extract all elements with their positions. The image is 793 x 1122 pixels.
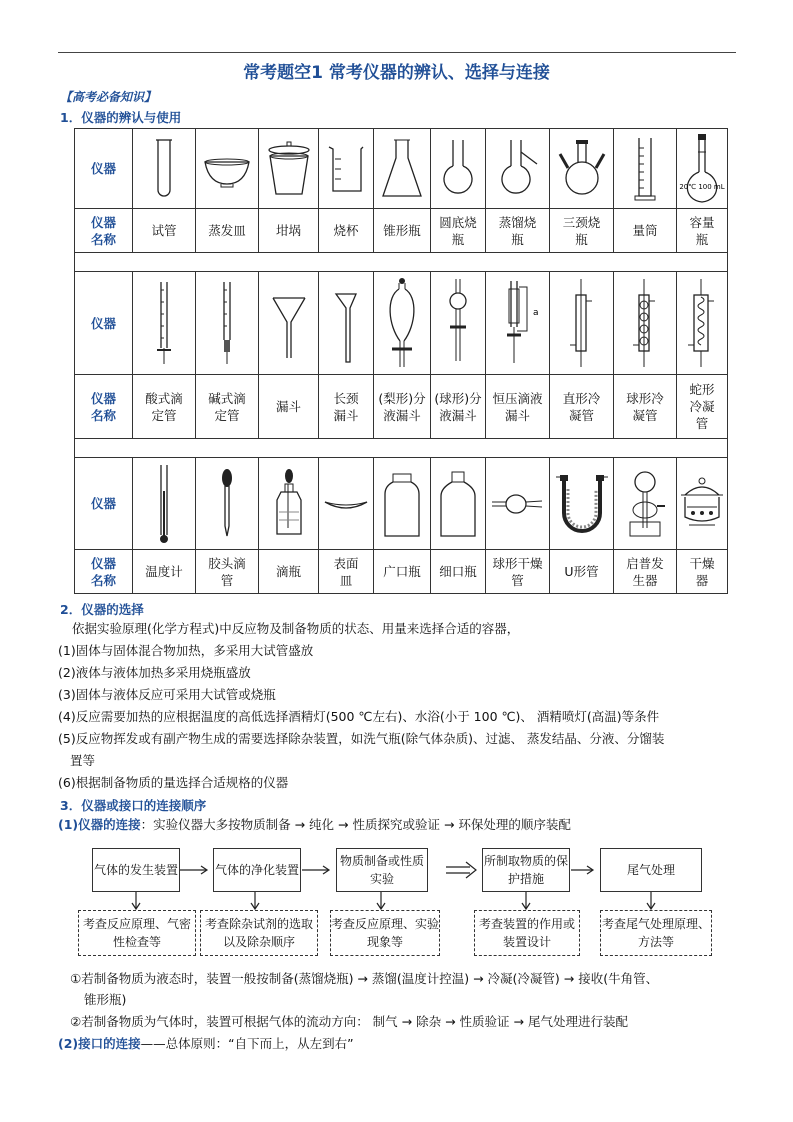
kipp-generator-icon bbox=[614, 458, 677, 550]
instrument-name: 漏斗 bbox=[259, 375, 319, 439]
round-bottom-flask-icon bbox=[431, 129, 486, 209]
dropper-icon bbox=[196, 458, 259, 550]
drying-tube-icon bbox=[486, 458, 550, 550]
ball-separatory-funnel-icon bbox=[431, 272, 486, 375]
spacer-row bbox=[75, 439, 728, 458]
beaker-icon bbox=[319, 129, 374, 209]
instrument-name: 三颈烧瓶 bbox=[550, 209, 614, 253]
distillation-flask-icon bbox=[486, 129, 550, 209]
straight-condenser-icon bbox=[550, 272, 614, 375]
test-tube-icon bbox=[133, 129, 196, 209]
instrument-name: 圆底烧瓶 bbox=[431, 209, 486, 253]
section2-item: 置等 bbox=[70, 753, 96, 768]
flow-box: 尾气处理 bbox=[600, 848, 702, 892]
instrument-name: 蒸馏烧瓶 bbox=[486, 209, 550, 253]
instrument-name: 量筒 bbox=[614, 209, 677, 253]
flow-box: 气体的发生装置 bbox=[92, 848, 180, 892]
row-label-instrument: 仪器 bbox=[75, 458, 133, 550]
section2-item: (5)反应物挥发或有副产物生成的需要选择除杂装置，如洗气瓶(除气体杂质)、过滤、 蒸发结晶、分液、分馏装 bbox=[58, 731, 665, 746]
funnel-icon bbox=[259, 272, 319, 375]
pressure-funnel-icon bbox=[486, 272, 550, 375]
volumetric-flask-label: 20℃ 100 mL bbox=[679, 182, 725, 191]
instrument-name: 蒸发皿 bbox=[196, 209, 259, 253]
knowledge-tag: 【高考必备知识】 bbox=[60, 90, 157, 104]
instrument-name: (球形)分液漏斗 bbox=[431, 375, 486, 439]
pressure-funnel-mark: a bbox=[532, 308, 539, 318]
instrument-name: 容量瓶 bbox=[677, 209, 728, 253]
row-label-name: 仪器 名称 bbox=[75, 209, 133, 253]
evaporating-dish-icon bbox=[196, 129, 259, 209]
section3-heading: 3．仪器或接口的连接顺序 bbox=[60, 798, 207, 813]
instrument-name: 启普发生器 bbox=[614, 550, 677, 594]
instrument-name: U形管 bbox=[550, 550, 614, 594]
row-label-name: 仪器 名称 bbox=[75, 375, 133, 439]
coil-condenser-icon bbox=[677, 272, 728, 375]
desiccator-icon bbox=[677, 458, 728, 550]
interface-connection-line: (2)接口的连接——总体原则：“自下而上，从左到右” bbox=[58, 1036, 354, 1051]
row-label-instrument: 仪器 bbox=[75, 129, 133, 209]
instrument-name: 蛇形冷凝管 bbox=[677, 375, 728, 439]
flow-box: 所制取物质的保护措施 bbox=[482, 848, 570, 892]
wide-mouth-bottle-icon bbox=[374, 458, 431, 550]
acid-burette-icon bbox=[133, 272, 196, 375]
instrument-table bbox=[74, 128, 728, 594]
three-neck-flask-icon bbox=[550, 129, 614, 209]
instrument-name: 烧杯 bbox=[319, 209, 374, 253]
u-tube-icon bbox=[550, 458, 614, 550]
volumetric-flask-icon bbox=[677, 129, 728, 209]
graduated-cylinder-icon bbox=[614, 129, 677, 209]
row-label-name: 仪器 名称 bbox=[75, 550, 133, 594]
instrument-name: 滴瓶 bbox=[259, 550, 319, 594]
instrument-name: 坩埚 bbox=[259, 209, 319, 253]
instrument-name: 恒压滴液漏斗 bbox=[486, 375, 550, 439]
instrument-name: 试管 bbox=[133, 209, 196, 253]
instrument-name: 锥形瓶 bbox=[374, 209, 431, 253]
row-label-instrument: 仪器 bbox=[75, 272, 133, 375]
crucible-icon bbox=[259, 129, 319, 209]
instrument-name: 广口瓶 bbox=[374, 550, 431, 594]
long-neck-funnel-icon bbox=[319, 272, 374, 375]
connection-line: (1)仪器的连接：实验仪器大多按物质制备 → 纯化 → 性质探究或验证 → 环保处理的顺序装配 bbox=[58, 817, 571, 832]
instrument-name: 干燥器 bbox=[677, 550, 728, 594]
note-box: 考查除杂试剂的选取以及除杂顺序 bbox=[200, 910, 318, 956]
note1-line2: 锥形瓶) bbox=[84, 992, 127, 1007]
note2: ②若制备物质为气体时，装置可根据气体的流动方向： 制气 → 除杂 → 性质验证 → 尾气处理进行装配 bbox=[70, 1014, 628, 1029]
section2-intro: 依据实验原理(化学方程式)中反应物及制备物质的状态、用量来选择合适的容器， bbox=[72, 621, 520, 636]
narrow-mouth-bottle-icon bbox=[431, 458, 486, 550]
section2-item: (4)反应需要加热的应根据温度的高低选择酒精灯(500 ℃左右)、水浴(小于 100 ℃)、 酒精喷灯(高温)等条件 bbox=[58, 709, 660, 724]
instrument-name: 球形冷凝管 bbox=[614, 375, 677, 439]
instrument-name: 长颈漏斗 bbox=[319, 375, 374, 439]
section2-item: (1)固体与固体混合物加热，多采用大试管盛放 bbox=[58, 643, 314, 658]
spacer-row bbox=[75, 253, 728, 272]
thermometer-icon bbox=[133, 458, 196, 550]
section1-heading: 1．仪器的辨认与使用 bbox=[60, 110, 182, 125]
dropping-bottle-icon bbox=[259, 458, 319, 550]
page-title: 常考题空1 常考仪器的辨认、选择与连接 bbox=[243, 63, 550, 83]
instrument-name: (梨形)分液漏斗 bbox=[374, 375, 431, 439]
header-rule bbox=[58, 52, 736, 53]
conical-flask-icon bbox=[374, 129, 431, 209]
note-box: 考查尾气处理原理、方法等 bbox=[600, 910, 712, 956]
watch-glass-icon bbox=[319, 458, 374, 550]
ball-condenser-icon bbox=[614, 272, 677, 375]
note-box: 考查反应原理、实验现象等 bbox=[330, 910, 440, 956]
note-box: 考查装置的作用或装置设计 bbox=[474, 910, 580, 956]
note-box: 考查反应原理、气密性检查等 bbox=[78, 910, 196, 956]
instrument-name: 细口瓶 bbox=[431, 550, 486, 594]
section2-item: (3)固体与液体反应可采用大试管或烧瓶 bbox=[58, 687, 276, 702]
instrument-name: 酸式滴定管 bbox=[133, 375, 196, 439]
instrument-name: 胶头滴管 bbox=[196, 550, 259, 594]
base-burette-icon bbox=[196, 272, 259, 375]
section2-heading: 2．仪器的选择 bbox=[60, 602, 144, 617]
section2-item: (2)液体与液体加热多采用烧瓶盛放 bbox=[58, 665, 251, 680]
note1-line1: ①若制备物质为液态时，装置一般按制备(蒸馏烧瓶) → 蒸馏(温度计控温) → 冷凝(冷凝管) → 接收(牛角管、 bbox=[70, 971, 659, 986]
instrument-name: 表面皿 bbox=[319, 550, 374, 594]
pear-separatory-funnel-icon bbox=[374, 272, 431, 375]
instrument-name: 温度计 bbox=[133, 550, 196, 594]
instrument-name: 直形冷凝管 bbox=[550, 375, 614, 439]
flow-box: 气体的净化装置 bbox=[213, 848, 301, 892]
instrument-name: 碱式滴定管 bbox=[196, 375, 259, 439]
flow-box: 物质制备或性质实验 bbox=[336, 848, 428, 892]
instrument-name: 球形干燥管 bbox=[486, 550, 550, 594]
section2-item: (6)根据制备物质的量选择合适规格的仪器 bbox=[58, 775, 289, 790]
